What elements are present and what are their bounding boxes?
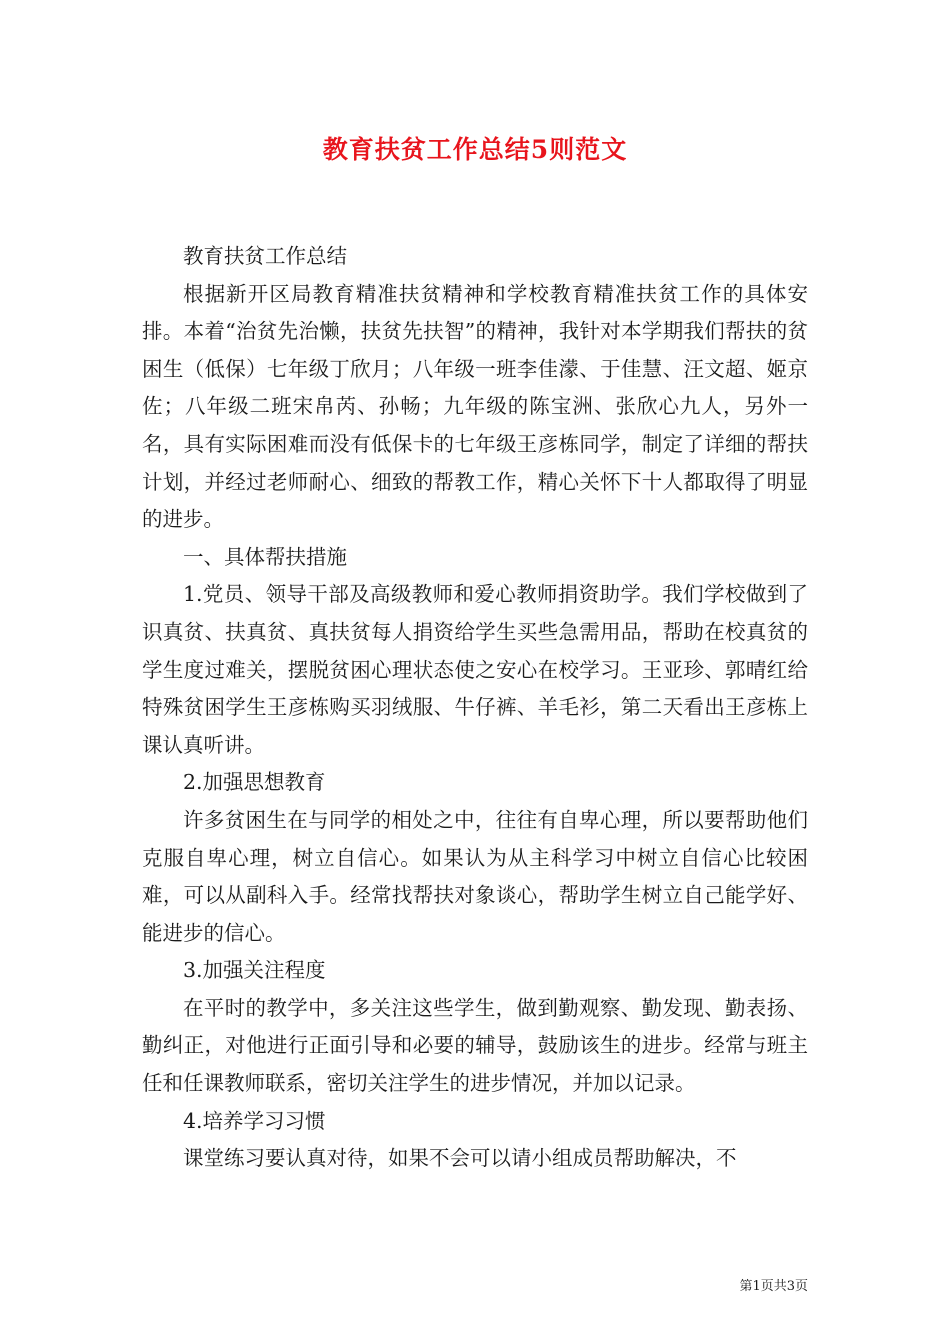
body-paragraph: 在平时的教学中，多关注这些学生，做到勤观察、勤发现、勤表扬、勤纠正，对他进行正面引导和必要的辅导，鼓励该生的进步。经常与班主任和任课教师联系，密切关注学生的进步情况，并加以记录。 xyxy=(142,995,808,1096)
document-body xyxy=(142,238,808,1178)
page-number: 第1页共3页 xyxy=(739,1279,808,1294)
section-heading: 2.加强思想教育 xyxy=(183,770,326,795)
body-paragraph: 根据新开区局教育精准扶贫精神和学校教育精准扶贫工作的具体安排。本着“治贫先治懒，扶贫先扶智”的精神，我针对本学期我们帮扶的贫困生（低保）七年级丁欣月；八年级一班李佳濛、于佳慧、汪文超、姬京佐；八年级二班宋帛芮、孙畅；九年级的陈宝洲、张欣心九人，另外一名，具有实际困难而没有低保卡的七年级王彦栋同学，制定了详细的帮扶计划，并经过老师耐心、细致的帮教工作，精心关怀下十人都取得了明显的进步。 xyxy=(142,281,808,532)
body-paragraph: 许多贫困生在与同学的相处之中，往往有自卑心理，所以要帮助他们克服自卑心理，树立自信心。如果认为从主科学习中树立自信心比较困难，可以从副科入手。经常找帮扶对象谈心，帮助学生树立自己能学好、能进步的信心。 xyxy=(142,807,808,945)
section-heading: 一、具体帮扶措施 xyxy=(183,544,347,569)
body-paragraph: 课堂练习要认真对待，如果不会可以请小组成员帮助解决，不 xyxy=(183,1146,737,1171)
section-heading: 3.加强关注程度 xyxy=(183,958,326,983)
body-paragraph: 1.党员、领导干部及高级教师和爱心教师捐资助学。我们学校做到了识真贫、扶真贫、真扶贫每人捐资给学生买些急需用品，帮助在校真贫的学生度过难关，摆脱贫困心理状态使之安心在校学习。王亚珍、郭晴红给特殊贫困学生王彦栋购买羽绒服、牛仔裤、羊毛衫，第二天看出王彦栋上课认真听讲。 xyxy=(142,582,808,757)
document-title: 教育扶贫工作总结5则范文 xyxy=(322,135,628,164)
section-heading: 4.培养学习习惯 xyxy=(183,1108,326,1133)
section-heading: 教育扶贫工作总结 xyxy=(183,244,347,268)
